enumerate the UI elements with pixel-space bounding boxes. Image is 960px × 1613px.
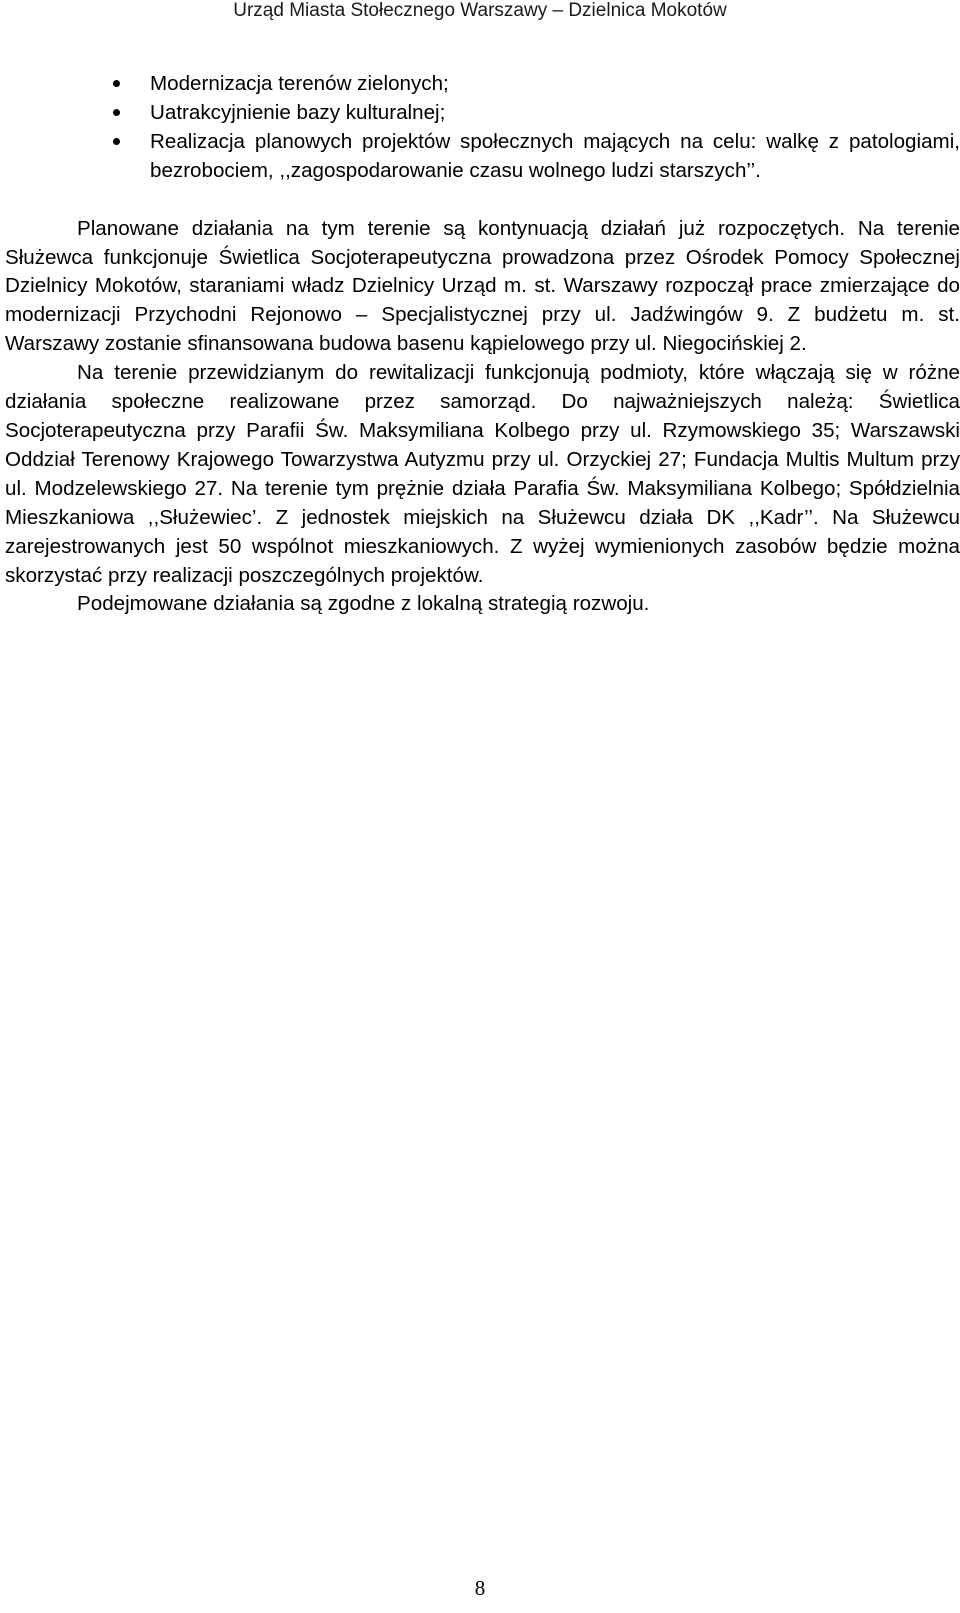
page-number: 8 <box>474 1576 486 1600</box>
list-item-text: Uatrakcyjnienie bazy kulturalnej; <box>150 100 446 124</box>
page-header <box>0 0 960 22</box>
list-item <box>5 128 960 186</box>
bullet-icon <box>113 138 120 145</box>
list-item <box>5 99 960 128</box>
paragraph: Podejmowane działania są zgodne z lokalną strategią rozwoju. <box>77 592 650 616</box>
paragraph: Na terenie przewidzianym do rewitalizacji funkcjonują podmioty, które włączają się w różne działania społeczne realizowane przez samorząd. Do najważniejszych należą: Świetlica Socjoterapeutyczna przy Parafii Św. Maksymiliana Kolbego przy ul. Rzymowskiego 35; Warszawski Oddział Terenowy Krajowego Towarzystwa Autyzmu przy ul. Orzyckiej 27; Fundacja Multis Multum przy ul. Modzelewskiego 27. Na terenie tym prężnie działa Parafia Św. Maksymiliana Kolbego; Spółdzielnia Mieszkaniowa ,,Służewiec’. Z jednostek miejskich na Służewcu działa DK ,,Kadr’’. Na Służewcu zarejestrowanych jest 50 wspólnot mieszkaniowych. Z wyżej wymienionych zasobów będzie można skorzystać przy realizacji poszczególnych projektów. <box>5 361 960 587</box>
document-body <box>5 70 960 619</box>
paragraph: Planowane działania na tym terenie są kontynuacją działań już rozpoczętych. Na terenie Służewca funkcjonuje Świetlica Socjoterapeutyczna prowadzona przez Ośrodek Pomocy Społecznej Dzielnicy Mokotów, staraniami władz Dzielnicy Urząd m. st. Warszawy rozpoczął prace zmierzające do modernizacji Przychodni Rejonowo – Specjalistycznej przy ul. Jadźwingów 9. Z budżetu m. st. Warszawy zostanie sfinansowana budowa basenu kąpielowego przy ul. Niegocińskiej 2. <box>5 216 960 356</box>
bullet-list <box>5 70 960 186</box>
bullet-icon <box>113 80 120 87</box>
list-item <box>5 70 960 99</box>
header-title: Urząd Miasta Stołecznego Warszawy – Dzielnica Mokotów <box>233 0 727 21</box>
list-item-text: Realizacja planowych projektów społecznych mających na celu: walkę z patologiami, bezrobociem, ,,zagospodarowanie czasu wolnego ludzi starszych’’. <box>150 129 960 182</box>
page-footer <box>0 1576 960 1600</box>
bullet-icon <box>113 109 120 116</box>
list-item-text: Modernizacja terenów zielonych; <box>150 72 449 95</box>
